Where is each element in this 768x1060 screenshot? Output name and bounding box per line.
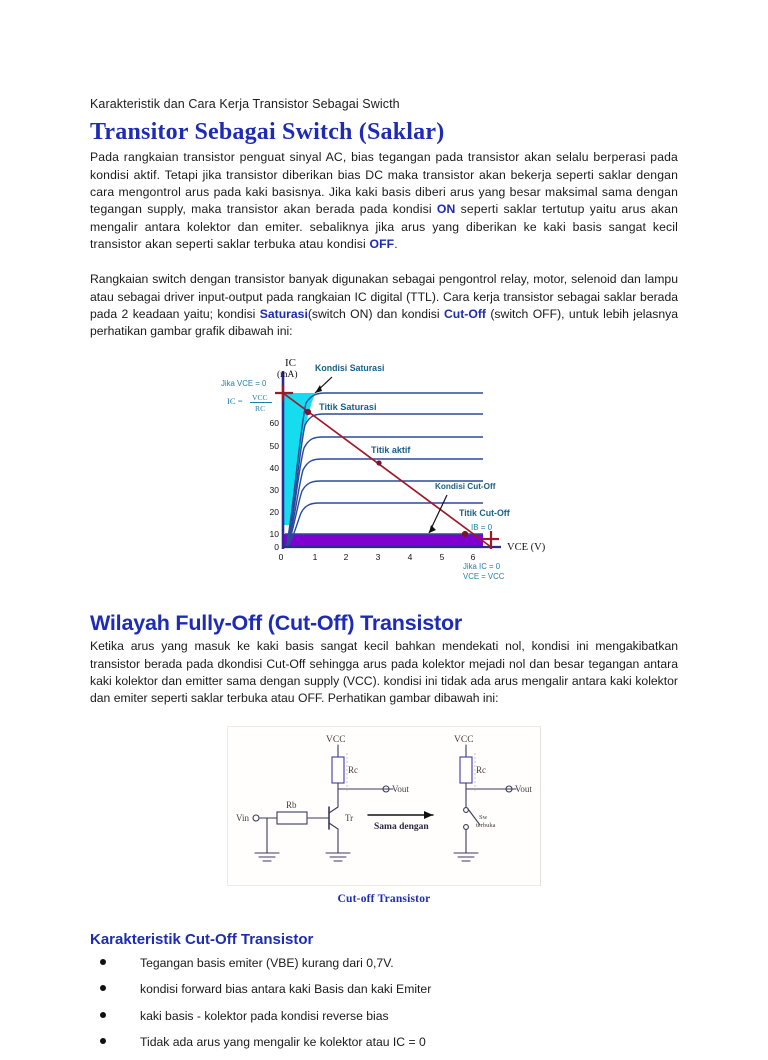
intro-p2-text-c: (switch OFF), untuk lebih jelasnya perhatikan gambar grafik dibawah ini: xyxy=(90,306,678,339)
list-item xyxy=(90,1034,678,1050)
label-titik-cutoff: Titik Cut-Off xyxy=(459,507,510,518)
transistor-characteristic-chart xyxy=(219,353,549,585)
intro-p2-text-b: (switch ON) dan kondisi xyxy=(307,306,444,321)
label-vin: Vin xyxy=(236,812,249,823)
chart-svg xyxy=(219,353,549,585)
figure-graph-wrapper xyxy=(90,353,678,585)
annotation-ic-equals: IC = xyxy=(227,395,243,406)
left-rb-body xyxy=(277,812,307,824)
x-tick-4: 4 xyxy=(407,551,413,562)
document-kicker: Karakteristik dan Cara Kerja Transistor Sebagai Swicth xyxy=(90,97,400,111)
switch-upper-contact xyxy=(464,807,469,812)
left-ground-1 xyxy=(255,853,279,861)
section-title-wilayah-cutoff: Wilayah Fully-Off (Cut-Off) Transistor xyxy=(90,610,463,635)
left-transistor-emitter-lead xyxy=(329,823,338,829)
x-axis-title: VCE (V) xyxy=(507,541,546,553)
y-axis-unit: (mA) xyxy=(277,369,298,380)
y-tick-60: 60 xyxy=(269,417,279,428)
circuit-labels xyxy=(236,735,532,832)
switch-lower-contact xyxy=(464,824,469,829)
label-ib-zero: IB = 0 xyxy=(471,522,493,532)
left-rc-body xyxy=(332,757,344,783)
left-ground-2 xyxy=(326,853,350,861)
annotation-jika-ic-zero: Jika IC = 0 xyxy=(463,561,501,571)
label-rb: Rb xyxy=(286,799,297,810)
right-rc-body xyxy=(460,757,472,783)
y-axis-title: IC xyxy=(285,356,296,369)
label-rc-left: Rc xyxy=(348,764,358,775)
left-vin-terminal xyxy=(253,815,259,821)
annotation-vcc-numerator: VCC xyxy=(252,392,268,402)
intro-p2-text-a: Rangkaian switch dengan transistor banyak digunakan sebagai pengontrol relay, motor, selenoid dan lampu atau sebagai driver input-output pada rangkaian IC digital (TTL). Cara kerja transistor sebagai saklar berada pada 2 keadaan yaitu; kondisi xyxy=(90,272,678,321)
keyword-on: ON xyxy=(436,202,456,217)
load-line xyxy=(283,393,491,547)
list-item-label: kaki basis - kolektor pada kondisi reverse bias xyxy=(140,1008,389,1023)
keyword-off: OFF xyxy=(369,236,395,251)
annotation-jika-vce-zero: Jika VCE = 0 xyxy=(221,378,267,388)
x-tick-3: 3 xyxy=(375,551,381,562)
point-titik-cutoff xyxy=(462,530,468,536)
intro-paragraph-2 xyxy=(90,271,678,340)
x-tick-1: 1 xyxy=(312,551,318,562)
cutoff-transistor-circuit xyxy=(227,726,541,886)
y-tick-20: 20 xyxy=(269,506,279,517)
label-kondisi-saturasi: Kondisi Saturasi xyxy=(315,362,385,373)
x-tick-labels xyxy=(279,552,476,562)
x-tick-5: 5 xyxy=(439,551,445,562)
figure-circuit-wrapper xyxy=(90,726,678,905)
keyword-cutoff: Cut-Off xyxy=(444,306,486,321)
label-rc-right: Rc xyxy=(476,764,486,775)
bullet-icon xyxy=(100,1012,106,1018)
label-vout-left: Vout xyxy=(392,783,409,794)
label-sama-dengan: Sama dengan xyxy=(374,821,429,832)
left-transistor-collector-lead xyxy=(329,807,338,813)
right-ground xyxy=(454,853,478,861)
list-item xyxy=(90,955,678,971)
characteristics-list xyxy=(90,955,678,1051)
list-item-label: Tidak ada arus yang mengalir ke kolektor atau IC = 0 xyxy=(140,1034,426,1049)
list-item-label: kondisi forward bias antara kaki Basis dan kaki Emiter xyxy=(140,982,432,997)
section-title-karakteristik-cutoff: Karakteristik Cut-Off Transistor xyxy=(90,930,314,948)
cutoff-region xyxy=(283,534,483,547)
label-vout-right: Vout xyxy=(515,783,532,794)
bullet-icon xyxy=(100,1038,106,1044)
bullet-icon xyxy=(100,985,106,991)
intro-paragraph-1 xyxy=(90,149,678,253)
y-tick-10: 10 xyxy=(269,528,279,539)
x-tick-2: 2 xyxy=(343,551,349,562)
point-titik-aktif xyxy=(376,460,381,465)
point-titik-saturasi xyxy=(305,408,311,414)
intro-p1-text-c: . xyxy=(394,236,398,251)
x-tick-6: 6 xyxy=(470,551,476,562)
x-tick-0: 0 xyxy=(278,551,284,562)
list-item xyxy=(90,1008,678,1024)
label-kondisi-cutoff: Kondisi Cut-Off xyxy=(435,481,496,491)
circuit-figure-caption: Cut-off Transistor xyxy=(337,892,431,905)
y-tick-30: 30 xyxy=(269,484,279,495)
list-item-label: Tegangan basis emiter (VBE) kurang dari 0,7V. xyxy=(140,955,394,970)
document-content xyxy=(90,96,678,1060)
label-switch-line1: Sw xyxy=(479,813,488,821)
annotation-rc-denominator: RC xyxy=(255,403,266,413)
label-switch-line2: terbuka xyxy=(476,821,496,829)
bullet-icon xyxy=(100,959,106,965)
page-title: Transitor Sebagai Switch (Saklar) xyxy=(90,118,445,145)
intro-p1-text-b: seperti saklar tertutup yaitu arus akan mengalir antara kolektor dan emiter. sebaliknya jika arus yang diberikan ke kaki basis sangat kecil transistor akan seperti saklar terbuka atau kondisi xyxy=(90,202,678,251)
y-tick-40: 40 xyxy=(269,462,279,473)
arrowhead-kondisi-saturasi xyxy=(315,385,322,393)
label-vcc-right: VCC xyxy=(454,734,474,745)
label-transistor: Tr xyxy=(345,812,354,823)
annotation-vce-equals-vcc: VCE = VCC xyxy=(463,571,505,581)
intro-p1-text-a: Pada rangkaian transistor penguat sinyal AC, bias tegangan pada transistor akan selalu berperasi pada kondisi aktif. Tetapi jika transistor diberikan bias DC maka transistor akan bekerja seperti saklar dengan cara mengontrol arus pada kaki basisnya. Jika kaki basis diberi arus yang besar maksimal sama dengan tegangan supply, maka transistor akan berada pada kondisi xyxy=(90,150,678,217)
y-tick-50: 50 xyxy=(269,440,279,451)
y-tick-0: 0 xyxy=(274,541,279,552)
equivalence-arrow-head xyxy=(424,811,433,819)
y-tick-labels xyxy=(270,418,280,552)
label-titik-aktif: Titik aktif xyxy=(371,444,411,455)
label-vcc-left: VCC xyxy=(326,734,346,745)
list-item xyxy=(90,981,678,997)
section-2-body: Ketika arus yang masuk ke kaki basis sangat kecil bahkan mendekati nol, kondisi ini mengakibatkan transistor berada pada dkondisi Cut-Off sehingga arus pada kolektor mejadi nol dan besar tegangan antara kaki kolektor dan emitter sama dengan supply (VCC). kondisi ini tidak ada arus mengalir antara kaki kolektor dan emiter seperti saklar terbuka atau OFF. Perhatikan gambar dibawah ini: xyxy=(90,639,678,706)
keyword-saturasi: Saturasi xyxy=(259,306,308,321)
circuit-svg xyxy=(228,727,540,885)
label-titik-saturasi: Titik Saturasi xyxy=(319,401,377,412)
guide-lines xyxy=(347,753,475,793)
